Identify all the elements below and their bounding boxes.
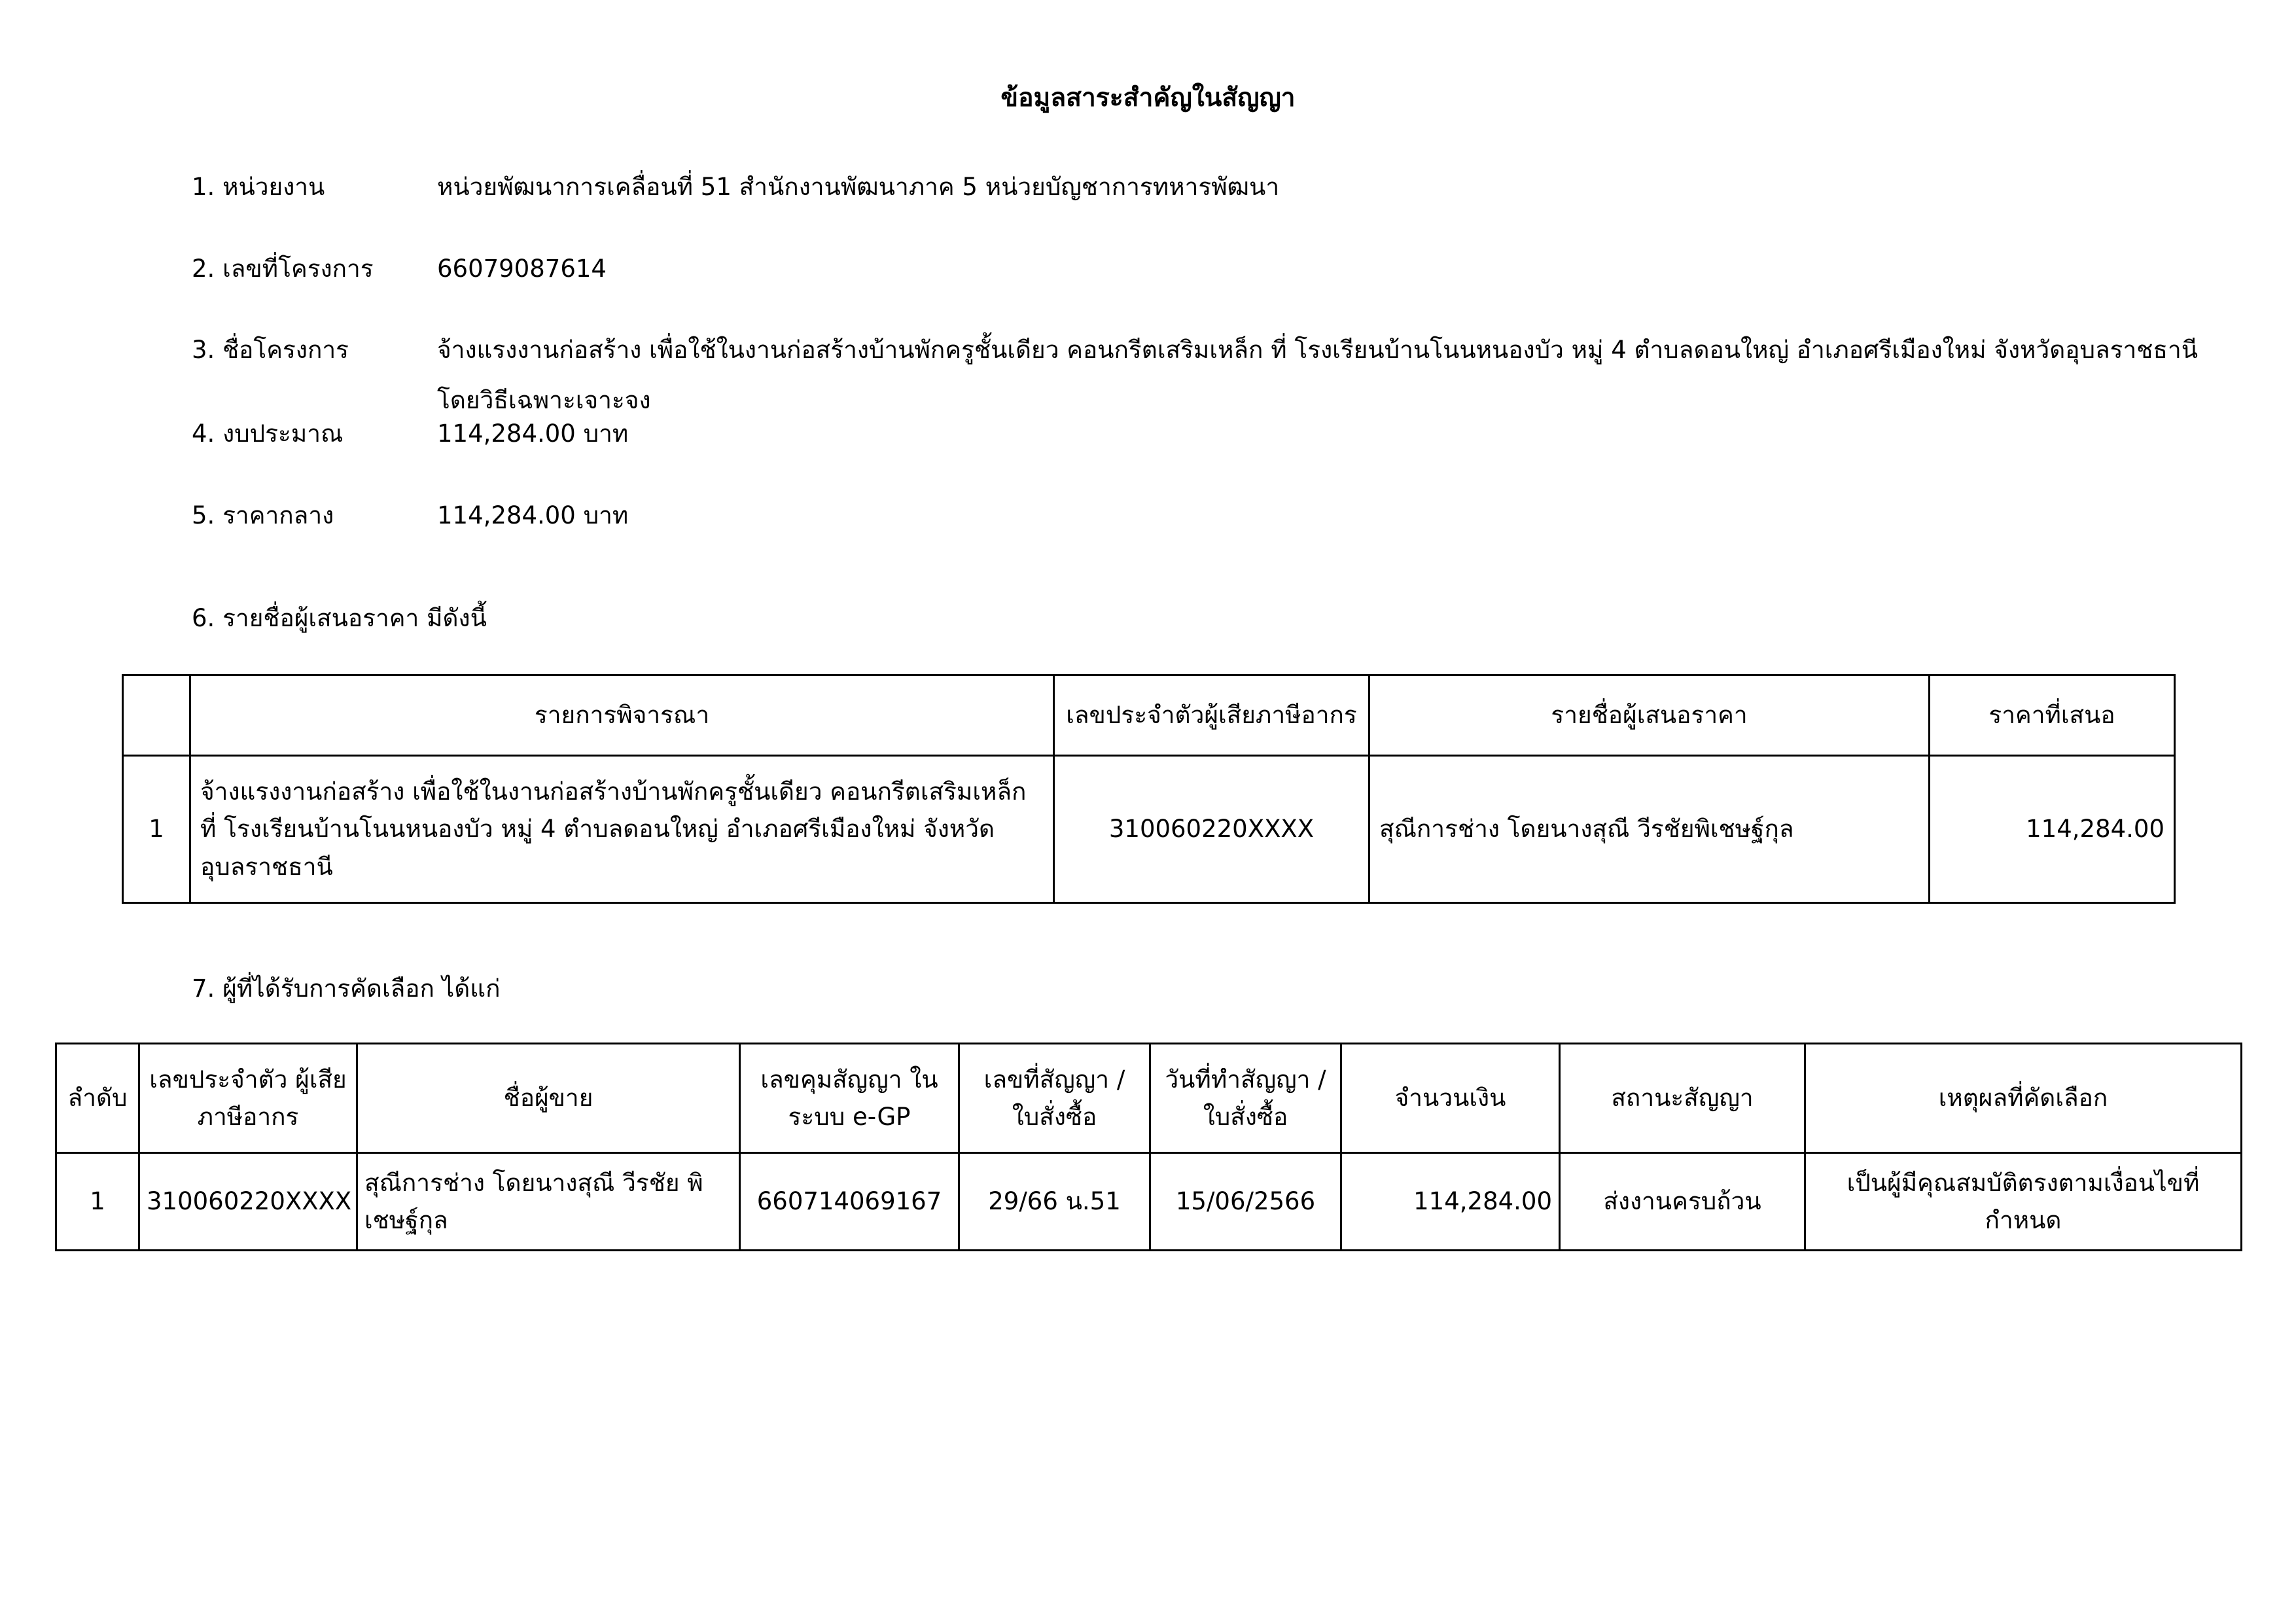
info-label-agency: 1. หน่วยงาน bbox=[192, 173, 325, 201]
info-value-project-method: โดยวิธีเฉพาะเจาะจง bbox=[437, 386, 651, 414]
selected-header-amount: จำนวนเงิน bbox=[1341, 1044, 1560, 1153]
selected-cell-amount: 114,284.00 bbox=[1341, 1153, 1560, 1251]
info-value-project-name: จ้างแรงงานก่อสร้าง เพื่อใช้ในงานก่อสร้างบ้านพักครูชั้นเดียว คอนกรีตเสริมเหล็ก ที่ โรงเรียนบ้านโนนหนองบัว หมู่ 4 ตำบลดอนใหญ่ อำเภอศรีเมืองใหม่ จังหวัดอุบลราชธานี bbox=[437, 336, 2199, 364]
bidders-cell-bidder: สุณีการช่าง โดยนางสุณี วีรชัยพิเชษฐ์กุล bbox=[1369, 756, 1930, 903]
bidders-cell-item: จ้างแรงงานก่อสร้าง เพื่อใช้ในงานก่อสร้างบ้านพักครูชั้นเดียว คอนกรีตเสริมเหล็ก ที่ โรงเรียนบ้านโนนหนองบัว หมู่ 4 ตำบลดอนใหญ่ อำเภอศรีเมืองใหม่ จังหวัด อุบลราชธานี bbox=[190, 756, 1054, 903]
selected-header-contract-no: เลขที่สัญญา / ใบสั่งซื้อ bbox=[959, 1044, 1150, 1153]
selected-header-contract-date: วันที่ทำสัญญา / ใบสั่งซื้อ bbox=[1150, 1044, 1341, 1153]
bidders-header-item: รายการพิจารณา bbox=[190, 675, 1054, 756]
selected-cell-contract-no: 29/66 น.51 bbox=[959, 1153, 1150, 1251]
info-label-median-price: 5. ราคากลาง bbox=[192, 501, 334, 529]
selected-header-reason: เหตุผลที่คัดเลือก bbox=[1805, 1044, 2242, 1153]
bidders-header-no bbox=[123, 675, 190, 756]
selected-vendor-table bbox=[55, 1043, 2242, 1251]
bidders-cell-no: 1 bbox=[123, 756, 190, 903]
selected-cell-reason: เป็นผู้มีคุณสมบัติตรงตามเงื่อนไขที่กำหนด bbox=[1805, 1153, 2242, 1251]
selected-cell-contract-date: 15/06/2566 bbox=[1150, 1153, 1341, 1251]
selected-header-egp-no: เลขคุมสัญญา ในระบบ e-GP bbox=[740, 1044, 959, 1153]
section6-title: 6. รายชื่อผู้เสนอราคา มีดังนี้ bbox=[192, 604, 487, 632]
bidders-table bbox=[122, 674, 2176, 904]
selected-header-row bbox=[56, 1044, 2242, 1153]
info-value-agency: หน่วยพัฒนาการเคลื่อนที่ 51 สำนักงานพัฒนาภาค 5 หน่วยบัญชาการทหารพัฒนา bbox=[437, 173, 1280, 201]
info-value-budget: 114,284.00 บาท bbox=[437, 419, 629, 448]
selected-header-seller: ชื่อผู้ขาย bbox=[357, 1044, 740, 1153]
selected-cell-seller: สุณีการช่าง โดยนางสุณี วีรชัย พิเชษฐ์กุล bbox=[357, 1153, 740, 1251]
info-value-project-number: 66079087614 bbox=[437, 255, 607, 283]
document-title: ข้อมูลสาระสำคัญในสัญญา bbox=[1000, 83, 1296, 113]
bidders-header-bidder: รายชื่อผู้เสนอราคา bbox=[1369, 675, 1930, 756]
selected-header-tax-id: เลขประจำตัว ผู้เสียภาษีอากร bbox=[139, 1044, 357, 1153]
bidders-cell-price: 114,284.00 bbox=[1930, 756, 2175, 903]
table-row bbox=[56, 1153, 2242, 1251]
bidders-header-tax-id: เลขประจำตัวผู้เสียภาษีอากร bbox=[1054, 675, 1369, 756]
selected-cell-tax-id: 310060220XXXX bbox=[139, 1153, 357, 1251]
info-label-project-number: 2. เลขที่โครงการ bbox=[192, 255, 374, 283]
info-label-project-name: 3. ชื่อโครงการ bbox=[192, 336, 349, 364]
info-label-budget: 4. งบประมาณ bbox=[192, 419, 344, 448]
section7-title: 7. ผู้ที่ได้รับการคัดเลือก ได้แก่ bbox=[192, 974, 501, 1003]
table-row bbox=[123, 756, 2175, 903]
selected-header-no: ลำดับ bbox=[56, 1044, 139, 1153]
bidders-header-row bbox=[123, 675, 2175, 756]
bidders-header-price: ราคาที่เสนอ bbox=[1930, 675, 2175, 756]
bidders-cell-tax-id: 310060220XXXX bbox=[1054, 756, 1369, 903]
selected-header-status: สถานะสัญญา bbox=[1560, 1044, 1805, 1153]
selected-cell-status: ส่งงานครบถ้วน bbox=[1560, 1153, 1805, 1251]
info-value-median-price: 114,284.00 บาท bbox=[437, 501, 629, 529]
selected-cell-egp-no: 660714069167 bbox=[740, 1153, 959, 1251]
selected-cell-no: 1 bbox=[56, 1153, 139, 1251]
